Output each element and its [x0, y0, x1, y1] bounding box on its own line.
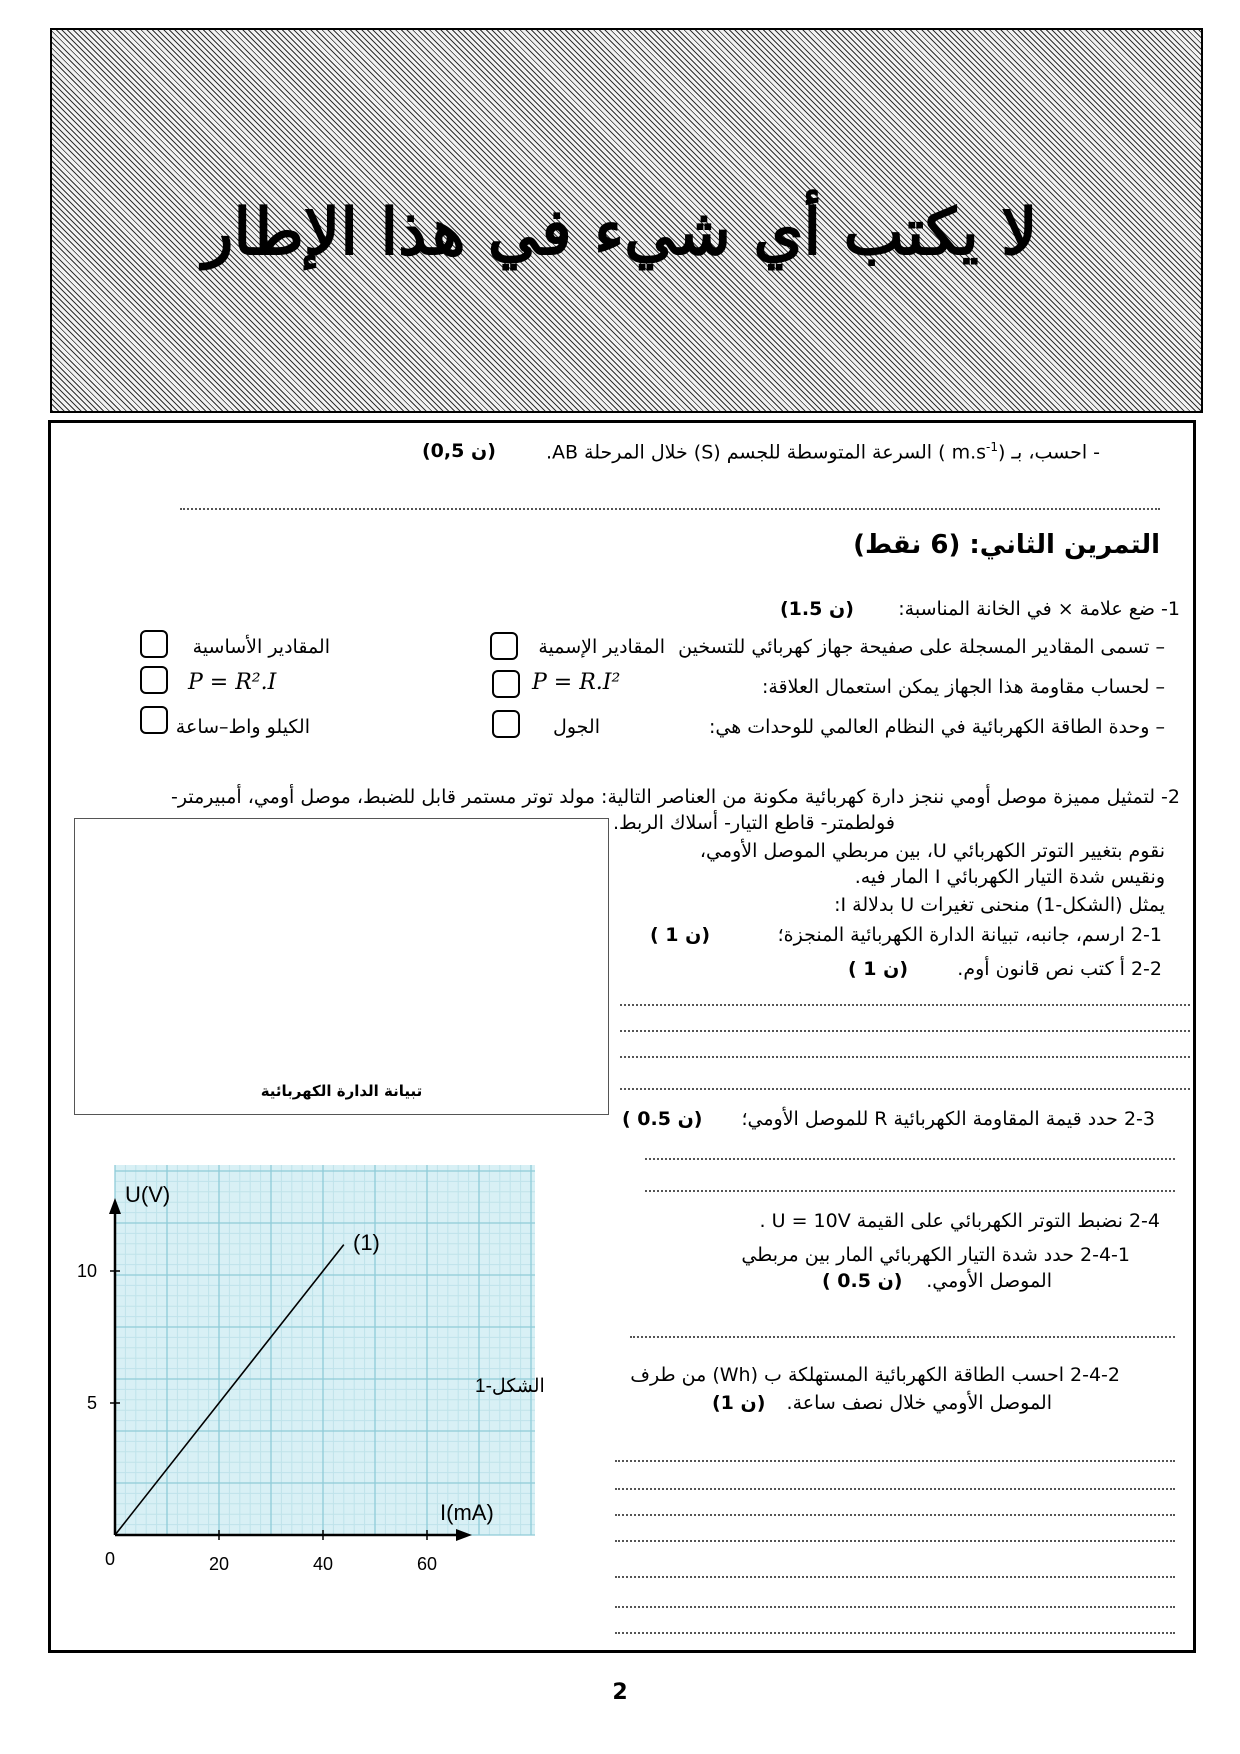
circuit-diagram-caption: تبيانة الدارة الكهربائية	[260, 1082, 423, 1100]
q2-4-2-line2: الموصل الأومي خلال نصف ساعة.	[786, 1392, 1052, 1414]
q2-line1: 2- لتمثيل مميزة موصل أومي ننجز دارة كهربائية مكونة من العناصر التالية: مولد توتر مستمر قابل للضبط، موصل أومي، أمبيرمتر-	[171, 786, 1180, 808]
q2-4-1-line2: الموصل الأومي.	[926, 1270, 1052, 1292]
answer-line	[620, 1056, 1190, 1058]
answer-line	[645, 1190, 1175, 1192]
q2-line3: نقوم بتغيير التوتر الكهربائي U، بين مربطي الموصل الأومي،	[699, 840, 1165, 862]
row1-option-b: المقادير الأساسية	[192, 636, 330, 658]
x-tick-label: 40	[312, 1554, 334, 1574]
answer-line	[615, 1488, 1175, 1490]
answer-line	[180, 508, 1160, 510]
q1-text: 1- ضع علامة × في الخانة المناسبة:	[898, 598, 1180, 620]
row3-option-a-checkbox[interactable]	[492, 710, 520, 738]
q2-4-1-points: ( 0.5 ن)	[822, 1270, 903, 1292]
row3-statement: – وحدة الطاقة الكهربائية في النظام العالمي للوحدات هي:	[709, 716, 1165, 738]
x-axis-label: I(mA)	[440, 1500, 494, 1525]
row1-option-a: المقادير الإسمية	[538, 636, 665, 658]
exercise-title: التمرين الثاني: (6 نقط)	[853, 530, 1160, 560]
answer-line	[645, 1158, 1175, 1160]
answer-line	[620, 1030, 1190, 1032]
q2-3-points: ( 0.5 ن)	[622, 1108, 703, 1130]
q2-4-2-points: (1 ن)	[712, 1392, 766, 1414]
answer-line	[615, 1540, 1175, 1542]
page-number: 2	[612, 1680, 628, 1705]
q2-2-text: 2-2 أ كتب نص قانون أوم.	[957, 958, 1162, 980]
y-tick-label: 5	[86, 1393, 97, 1413]
speed-question-suffix: ) السرعة المتوسطة للجسم (S) خلال المرحلة AB.	[545, 441, 952, 464]
answer-line	[615, 1606, 1175, 1608]
y-tick-label: 10	[76, 1261, 97, 1281]
row3-option-a: الجول	[553, 716, 600, 738]
graph-background	[115, 1165, 535, 1535]
speed-unit-exponent: -1	[986, 440, 998, 454]
curve-label: (1)	[353, 1230, 380, 1255]
q2-1-points: ( 1 ن)	[650, 924, 711, 946]
q2-4-1-line1: 2-4-1 حدد شدة التيار الكهربائي المار بين مربطي	[741, 1244, 1130, 1266]
speed-question-points: (0,5 ن)	[422, 440, 496, 462]
y-axis-label: U(V)	[125, 1182, 171, 1207]
header-frame-title: لا يكتب أي شيء في هذا الإطار	[202, 195, 1038, 270]
row3-option-b: الكيلو واط–ساعة	[175, 716, 310, 738]
answer-line	[615, 1576, 1175, 1578]
graph-grid	[115, 1165, 535, 1535]
row2-option-b-checkbox[interactable]	[140, 666, 168, 694]
row2-option-a-checkbox[interactable]	[492, 670, 520, 698]
q1-points: (1.5 ن)	[780, 598, 854, 620]
q2-4-content: 2-4 نضبط التوتر الكهربائي على القيمة U = 10V .	[759, 1210, 1160, 1232]
row2-option-b: P = R².I	[188, 670, 277, 695]
q2-line5: يمثل (الشكل-1) منحنى تغيرات U بدلالة I:	[834, 894, 1165, 916]
row3-option-b-checkbox[interactable]	[140, 706, 168, 734]
q2-2-points: ( 1 ن)	[848, 958, 909, 980]
x-tick-label: 20	[208, 1554, 230, 1574]
figure1-graph	[70, 1150, 590, 1610]
speed-question-prefix: - احسب، بـ (	[997, 441, 1100, 464]
speed-unit: m.s	[951, 441, 987, 464]
answer-line	[630, 1336, 1175, 1338]
origin-label: 0	[104, 1549, 116, 1569]
q2-3-text: 2-3 حدد قيمة المقاومة الكهربائية R للموصل الأومي؛	[741, 1108, 1155, 1130]
row2-statement: – لحساب مقاومة هذا الجهاز يمكن استعمال العلاقة:	[761, 676, 1165, 698]
row2-option-a: P = R.I²	[532, 670, 621, 695]
circuit-diagram-box[interactable]	[74, 818, 609, 1115]
answer-line	[615, 1460, 1175, 1462]
x-tick-label: 60	[416, 1554, 438, 1574]
q2-4-2-line1: 2-4-2 احسب الطاقة الكهربائية المستهلكة ب (Wh) من طرف	[630, 1364, 1120, 1386]
answer-line	[615, 1514, 1175, 1516]
q2-1-text: 2-1 ارسم، جانبه، تبيانة الدارة الكهربائية المنجزة؛	[777, 924, 1162, 946]
answer-line	[620, 1004, 1190, 1006]
figure-label: الشكل-1	[475, 1376, 545, 1397]
q2-line4: ونقيس شدة التيار الكهربائي I المار فيه.	[854, 866, 1165, 888]
speed-question	[546, 440, 1100, 463]
row1-option-a-checkbox[interactable]	[490, 632, 518, 660]
row1-option-b-checkbox[interactable]	[140, 630, 168, 658]
q2-4-text	[760, 1210, 1160, 1232]
answer-line	[615, 1632, 1175, 1634]
answer-line	[620, 1088, 1190, 1090]
row1-statement: – تسمى المقادير المسجلة على صفيحة جهاز كهربائي للتسخين	[678, 636, 1165, 658]
q2-line2: فولطمتر- قاطع التيار- أسلاك الربط.	[612, 812, 895, 834]
